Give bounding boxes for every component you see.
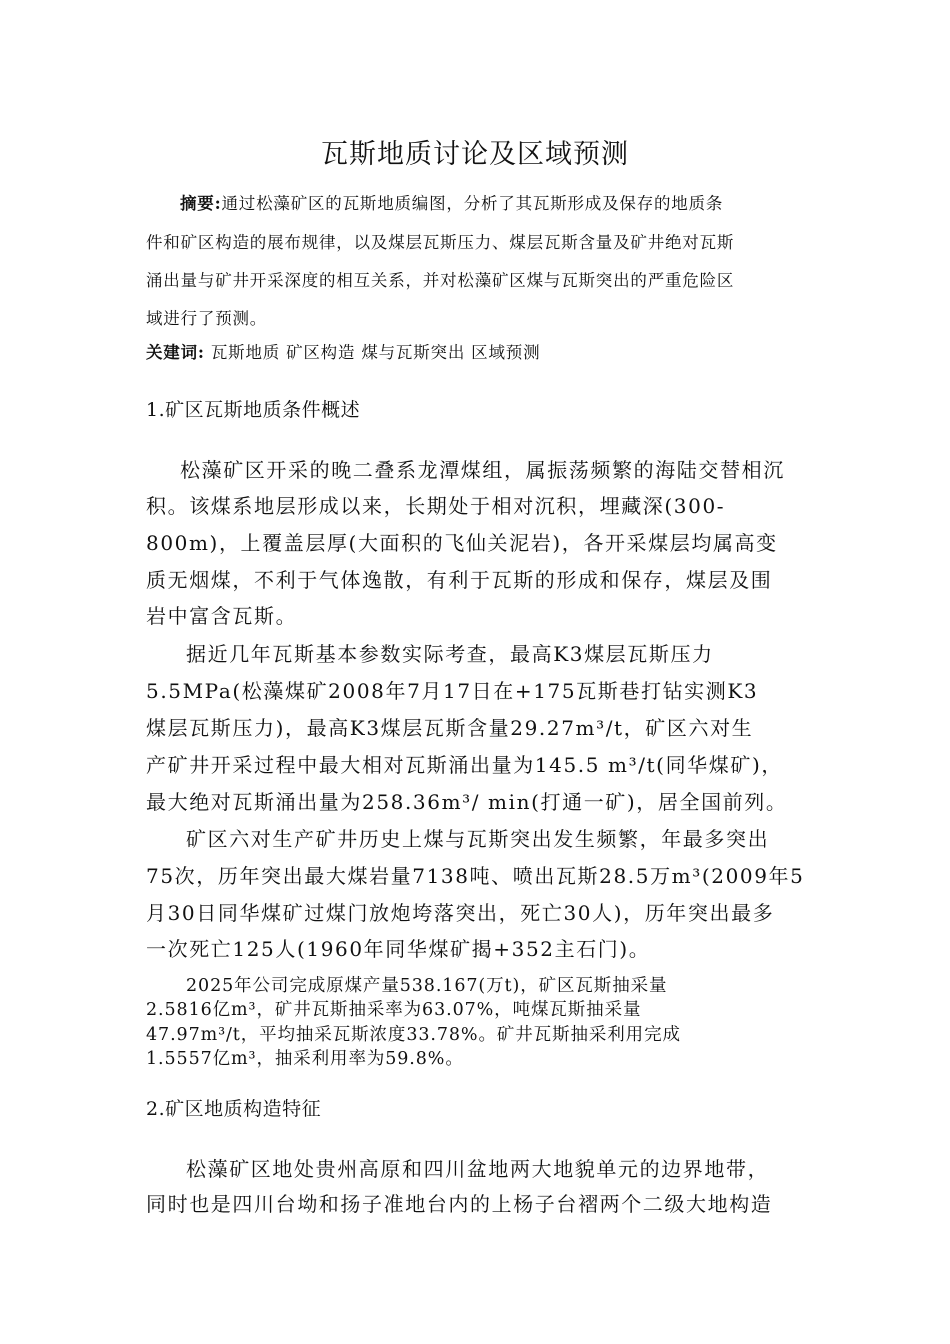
s1-para1-line-5: 岩中富含瓦斯。 <box>146 604 298 628</box>
abstract-line-4: 域进行了预测。 <box>146 309 268 328</box>
abstract-label: 摘要: <box>180 194 222 213</box>
s1-para1-line-2: 积。该煤系地层形成以来，长期处于相对沉积，埋藏深(300- <box>146 494 726 518</box>
s1-para2-line-2: 5.5MPa(松藻煤矿2008年7月17日在+175瓦斯巷打钻实测K3 <box>146 679 759 703</box>
s1-para2-line-3: 煤层瓦斯压力)，最高K3煤层瓦斯含量29.27m³/t，矿区六对生 <box>146 716 754 740</box>
s1-para1-line-3: 800m)，上覆盖层厚(大面积的飞仙关泥岩)，各开采煤层均属高变 <box>146 531 778 555</box>
s1-para2-line-4: 产矿井开采过程中最大相对瓦斯涌出量为145.5 m³/t(同华煤矿)， <box>146 753 783 777</box>
s1-para1-line-1: 松藻矿区开采的晚二叠系龙潭煤组，属振荡频繁的海陆交替相沉 <box>180 458 785 482</box>
s1-para3-line-4: 一次死亡125人(1960年同华煤矿揭+352主石门)。 <box>146 937 651 961</box>
keywords-label: 关建词: <box>146 343 205 362</box>
s1-para1-line-4: 质无烟煤，不利于气体逸散，有利于瓦斯的形成和保存，煤层及围 <box>146 568 773 592</box>
s1-para4-line-3: 47.97m³/t，平均抽采瓦斯浓度33.78%。矿井瓦斯抽采利用完成 <box>146 1025 681 1045</box>
s1-para4-line-2: 2.5816亿m³，矿井瓦斯抽采率为63.07%，吨煤瓦斯抽采量 <box>146 1000 642 1020</box>
abstract-line-1: 摘要:通过松藻矿区的瓦斯地质编图，分析了其瓦斯形成及保存的地质条 <box>180 194 724 213</box>
s1-para4-line-1: 2025年公司完成原煤产量538.167(万t)，矿区瓦斯抽采量 <box>186 976 668 996</box>
abstract-line-2: 件和矿区构造的展布规律，以及煤层瓦斯压力、煤层瓦斯含量及矿井绝对瓦斯 <box>146 233 735 252</box>
document-title: 瓦斯地质讨论及区域预测 <box>321 139 629 170</box>
s2-para1-line-2: 同时也是四川台坳和扬子准地台内的上杨子台褶两个二级大地构造 <box>146 1192 773 1216</box>
s1-para2-line-5: 最大绝对瓦斯涌出量为258.36m³/ min(打通一矿)，居全国前列。 <box>146 790 788 814</box>
s1-para4-line-4: 1.5557亿m³，抽采利用率为59.8%。 <box>146 1049 464 1069</box>
section-2-heading: 2.矿区地质构造特征 <box>146 1098 322 1120</box>
abstract-line-3: 涌出量与矿井开采深度的相互关系，并对松藻矿区煤与瓦斯突出的严重危险区 <box>146 271 735 290</box>
keywords-text: 瓦斯地质 矿区构造 煤与瓦斯突出 区域预测 <box>204 343 541 362</box>
section-1-heading: 1.矿区瓦斯地质条件概述 <box>146 399 361 421</box>
keywords-line <box>146 339 540 363</box>
s1-para2-line-1: 据近几年瓦斯基本参数实际考查，最高K3煤层瓦斯压力 <box>186 642 714 666</box>
s2-para1-line-1: 松藻矿区地处贵州高原和四川盆地两大地貌单元的边界地带， <box>186 1157 770 1181</box>
s1-para3-line-1: 矿区六对生产矿井历史上煤与瓦斯突出发生频繁，年最多突出 <box>186 827 770 851</box>
s1-para3-line-2: 75次，历年突出最大煤岩量7138吨、喷出瓦斯28.5万m³(2009年5 <box>146 864 805 888</box>
s1-para3-line-3: 月30日同华煤矿过煤门放炮垮落突出，死亡30人)，历年突出最多 <box>146 901 775 925</box>
